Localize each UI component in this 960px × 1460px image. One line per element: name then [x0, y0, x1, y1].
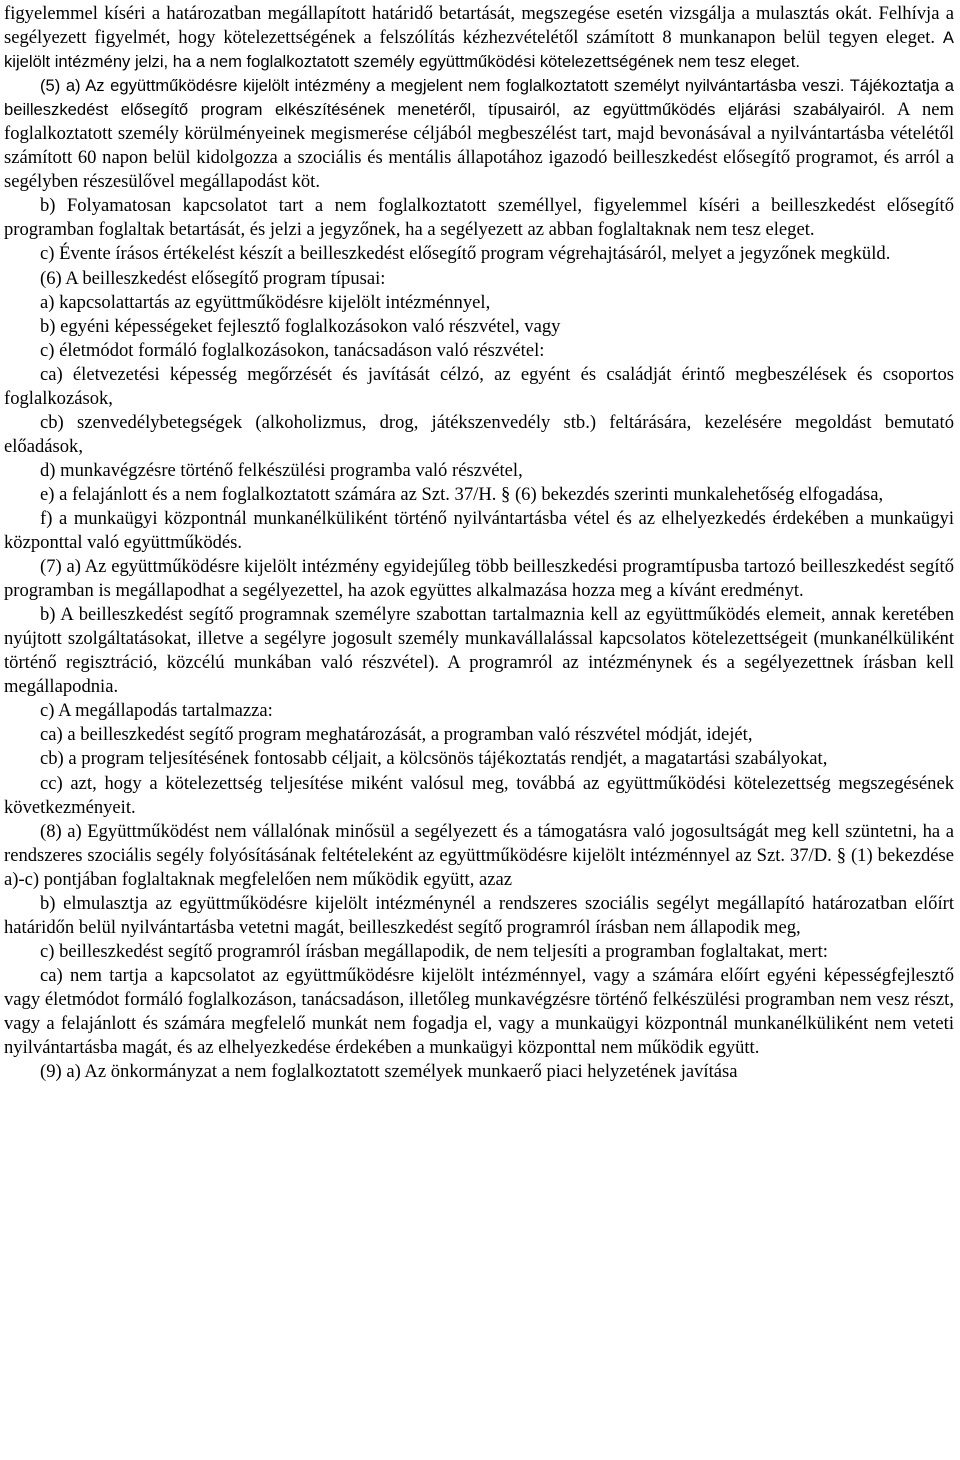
list-item-6ca: ca) életvezetési képesség megőrzését és javítását célzó, az egyént és családját érintő megbeszélések és csoportos foglalkozások, — [4, 363, 954, 409]
list-item-7ca: ca) a beilleszkedést segítő program meghatározását, a programban való részvétel módját, idejét, — [40, 724, 753, 746]
paragraph-5b: b) Folyamatosan kapcsolatot tart a nem foglalkoztatott személlyel, figyelemmel kíséri a beilleszkedést elősegítő programban foglaltak betartását, és jelzi a jegyzőnek, ha a segélyezett az abban foglaltaknak nem tesz eleget. — [4, 195, 954, 241]
paragraph-deadline-monitoring — [4, 2, 954, 74]
paragraph-5c: c) Évente írásos értékelést készít a beilleszkedést elősegítő program végrehajtásáról, melyet a jegyzőnek megküld. — [40, 243, 891, 265]
list-item-6c: c) életmódot formáló foglalkozásokon, tanácsadáson való részvétel: — [40, 339, 545, 361]
paragraph-7a: (7) a) Az együttműködésre kijelölt intézmény egyidejűleg több beilleszkedési programtípusba tartozó beilleszkedést segítő programban is megállapodhat a segélyezettel, ha azok együttes alkalmazása hozza meg a kívánt eredményt. — [4, 556, 954, 602]
paragraph-5a — [4, 74, 954, 194]
paragraph-9a: (9) a) Az önkormányzat a nem foglalkoztatott személyek munkaerő piaci helyzetének javítása — [40, 1061, 738, 1083]
list-item-6b: b) egyéni képességeket fejlesztő foglalkozásokon való részvétel, vagy — [40, 315, 561, 337]
paragraph-8a: (8) a) Együttműködést nem vállalónak minősül a segélyezett és a támogatásra való jogosultságát meg kell szüntetni, ha a rendszeres szociális segély folyósításának feltételeként az együttműködésre kijelölt intézménnyel az Szt. 37/D. § (1) bekezdése a)-c) pontjában foglaltaknak megfelelően nem működik együtt, azaz — [4, 820, 954, 890]
deadline-sentence: figyelemmel kíséri a határozatban megállapított határidő betartását, megszegése esetén vizsgálja a mulasztás okát. — [4, 3, 873, 24]
list-item-6d: d) munkavégzésre történő felkészülési programba való részvétel, — [40, 459, 523, 481]
list-item-7cc: cc) azt, hogy a kötelezettség teljesítése miként valósul meg, továbbá az együttműködési kötelezettség megszegésének következményeit. — [4, 772, 954, 818]
list-item-6a: a) kapcsolattartás az együttműködésre kijelölt intézménnyel, — [40, 291, 491, 313]
paragraph-5a-intro: (5) a) Az együttműködésre kijelölt intézmény a megjelent nem foglalkoztatott személyt nyilvántartásba veszi. Tájékoztatja a beilleszkedést elősegítő program elkészítésének menetéről, típusairól, az együttműködés eljárási szabályairól. — [4, 76, 954, 120]
notice-sentence: Felhívja a segélyezett figyelmét, hogy kötelezettségének a felszólítás kézhezvételétől számított 8 munkanapon belül tegyen eleget. — [4, 3, 954, 49]
list-item-8ca: ca) nem tartja a kapcsolatot az együttműködésre kijelölt intézménnyel, vagy a számára előírt egyéni képességfejlesztő vagy életmódot formáló foglalkozáson, tanácsadáson, illetőleg munkavégzésre történő felkészülési programban nem vesz részt, vagy a felajánlott és számára megfelelő munkát nem fogadja el, vagy a munkaügyi központnál munkanélküliként nem veteti nyilvántartásba magát, és az elhelyezkedése érdekében a munkaügyi központtal nem működik együtt. — [4, 964, 954, 1059]
paragraph-7b: b) A beilleszkedést segítő programnak személyre szabottan tartalmaznia kell az együttműködés elemeit, annak keretében nyújtott szolgáltatásokat, illetve a segélyre jogosult személy munkavállalással kapcsolatos kötelezettségeit (munkanélküliként történő regisztráció, közcélú munkában való részvétel). A programról az intézménynek és a segélyezettnek írásban kell megállapodnia. — [4, 604, 954, 698]
paragraph-8c: c) beilleszkedést segítő programról írásban megállapodik, de nem teljesíti a programban foglaltakat, mert: — [40, 940, 828, 962]
institution-signal-sentence: A kijelölt intézmény jelzi, ha a nem foglalkoztatott személy együttműködési kötelezettségének nem tesz eleget. — [4, 28, 954, 72]
list-item-6cb: cb) szenvedélybetegségek (alkoholizmus, drog, játékszenvedély stb.) feltárására, kezelésére megoldást bemutató előadások, — [4, 411, 954, 457]
paragraph-6-heading: (6) A beilleszkedést elősegítő program típusai: — [40, 267, 386, 289]
paragraph-8b: b) elmulasztja az együttműködésre kijelölt intézménynél a rendszeres szociális segélyt megállapító határozatban előírt határidőn belül nyilvántartásba vetetni magát, beilleszkedést segítő programról írásban nem állapodik meg, — [4, 892, 954, 938]
list-item-6e: e) a felajánlott és a nem foglalkoztatott számára az Szt. 37/H. § (6) bekezdés szerinti munkalehetőség elfogadása, — [40, 483, 884, 505]
list-item-7cb: cb) a program teljesítésének fontosabb céljait, a kölcsönös tájékoztatás rendjét, a magatartási szabályokat, — [40, 748, 828, 770]
paragraph-7c: c) A megállapodás tartalmazza: — [40, 700, 273, 722]
list-item-6f: f) a munkaügyi központnál munkanélküliként történő nyilvántartásba vétel és az elhelyezkedés érdekében a munkaügyi központtal való együttműködés. — [4, 507, 954, 554]
paragraph-5a-program: A nem foglalkoztatott személy körülményeinek megismerése céljából megbeszélést tart, majd bevonásával a nyilvántartásba vételétől számított 60 napon belül kidolgozza a szociális és mentális állapotához igazodó beilleszkedést elősegítő programot, és arról a segélyben részesülővel megállapodást köt. — [4, 99, 954, 193]
